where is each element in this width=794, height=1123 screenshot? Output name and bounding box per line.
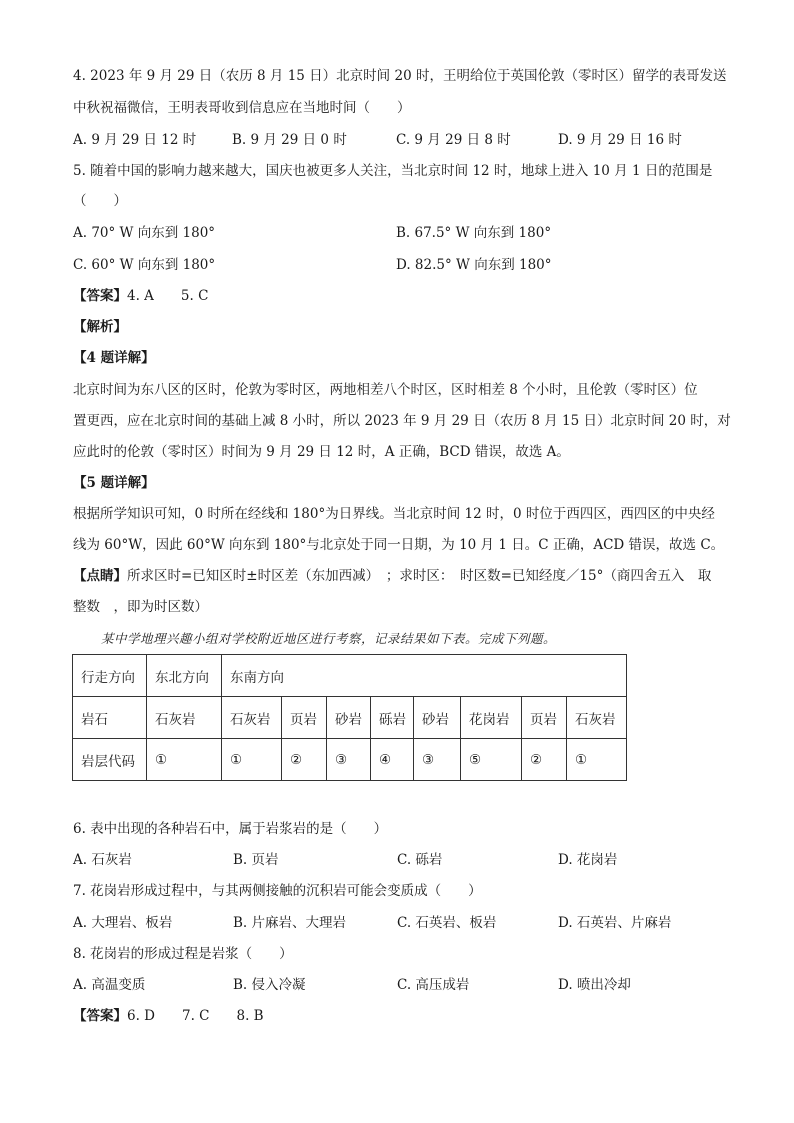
tips-line-2: 整数 ，即为时区数） [73,599,208,615]
q8-option-b: B. 侵入冷凝 [233,977,306,993]
q8-option-c: C. 高压成岩 [397,977,470,993]
table-cell: ① [567,739,627,781]
q6-option-d: D. 花岗岩 [558,852,618,868]
table-cell: 东北方向 [147,655,222,697]
q5-option-c: C. 60° W 向东到 180° [73,257,216,273]
q5-option-b: B. 67.5° W 向东到 180° [396,225,552,241]
q4-option-c: C. 9 月 29 日 8 时 [396,132,511,148]
tips-line-1 [73,567,711,585]
q6-option-a: A. 石灰岩 [73,852,132,868]
detail4-line: 北京时间为东八区的区时，伦敦为零时区，两地相差八个时区，区时相差 8 个小时，且伦敦（零时区）位 [73,382,698,398]
analysis-tag: 【解析】 [73,319,127,335]
answer-line-2 [73,1007,264,1025]
answer-text: 4. A 5. C [127,288,209,304]
q4-option-d: D. 9 月 29 日 16 时 [558,132,682,148]
table-row [73,655,627,697]
table-cell: 东南方向 [222,655,627,697]
table-row [73,697,627,739]
table-cell: 行走方向 [73,655,147,697]
q6-stem: 6. 表中出现的各种岩石中，属于岩浆岩的是（ ） [73,821,388,837]
q8-option-a: A. 高温变质 [73,977,146,993]
answer-line-1 [73,287,208,305]
table-cell: 石灰岩 [567,697,627,739]
table-cell: 砾岩 [371,697,414,739]
rock-table [72,654,627,781]
q7-option-d: D. 石英岩、片麻岩 [558,915,672,931]
table-cell: 石灰岩 [222,697,282,739]
table-cell: 岩石 [73,697,147,739]
table-caption: 某中学地理兴趣小组对学校附近地区进行考察，记录结果如下表。完成下列题。 [101,631,557,646]
table-cell: ② [522,739,567,781]
tips-tag: 【点睛】 [73,568,127,584]
q5-stem-line2: （ ） [73,193,127,209]
q5-option-a: A. 70° W 向东到 180° [73,225,216,241]
q7-option-a: A. 大理岩、板岩 [73,915,173,931]
table-cell: 石灰岩 [147,697,222,739]
q4-option-b: B. 9 月 29 日 0 时 [232,132,347,148]
table-cell: ① [147,739,222,781]
q7-stem: 7. 花岗岩形成过程中，与其两侧接触的沉积岩可能会变质成（ ） [73,883,482,899]
detail4-line: 置更西，应在北京时间的基础上减 8 小时，所以 2023 年 9 月 29 日（农历 8 月 15 日）北京时间 20 时，对 [73,413,731,429]
table-row [73,739,627,781]
q7-option-c: C. 石英岩、板岩 [397,915,497,931]
table-cell: ② [282,739,327,781]
q5-option-d: D. 82.5° W 向东到 180° [396,257,552,273]
q5-stem-line1: 5. 随着中国的影响力越来越大，国庆也被更多人关注，当北京时间 12 时，地球上进入 10 月 1 日的范围是 [73,163,713,179]
q7-option-b: B. 片麻岩、大理岩 [233,915,347,931]
answer-tag: 【答案】 [73,288,127,304]
table-cell: 岩层代码 [73,739,147,781]
detail5-line: 线为 60°W，因此 60°W 向东到 180°与北京处于同一日期，为 10 月 1 日。C 正确，ACD 错误，故选 C。 [73,537,725,553]
table-cell: ③ [414,739,461,781]
table-cell: 页岩 [282,697,327,739]
table-cell: ③ [327,739,371,781]
tips-text: 所求区时=已知区时±时区差（东加西减） ；求时区： 时区数=已知经度／15°（商四舍五入 取 [127,568,712,584]
table-cell: 砂岩 [327,697,371,739]
table-cell: ④ [371,739,414,781]
table-cell: ⑤ [461,739,522,781]
q6-option-c: C. 砾岩 [397,852,443,868]
table-cell: ① [222,739,282,781]
answer-tag: 【答案】 [73,1008,127,1024]
detail5-tag: 【5 题详解】 [73,475,155,491]
table-cell: 砂岩 [414,697,461,739]
q4-stem-line2: 中秋祝福微信，王明表哥收到信息应在当地时间（ ） [73,100,411,116]
q6-option-b: B. 页岩 [233,852,279,868]
q8-stem: 8. 花岗岩的形成过程是岩浆（ ） [73,946,293,962]
detail4-tag: 【4 题详解】 [73,350,155,366]
q8-option-d: D. 喷出冷却 [558,977,631,993]
answer-text: 6. D 7. C 8. B [127,1008,264,1024]
detail4-line: 应此时的伦敦（零时区）时间为 9 月 29 日 12 时，A 正确，BCD 错误，故选 A。 [73,444,570,460]
table-cell: 花岗岩 [461,697,522,739]
table-cell: 页岩 [522,697,567,739]
detail5-line: 根据所学知识可知，0 时所在经线和 180°为日界线。当北京时间 12 时，0 时位于西四区，西四区的中央经 [73,506,715,522]
q4-option-a: A. 9 月 29 日 12 时 [73,132,197,148]
q4-stem-line1: 4. 2023 年 9 月 29 日（农历 8 月 15 日）北京时间 20 时，王明给位于英国伦敦（零时区）留学的表哥发送 [73,68,727,84]
